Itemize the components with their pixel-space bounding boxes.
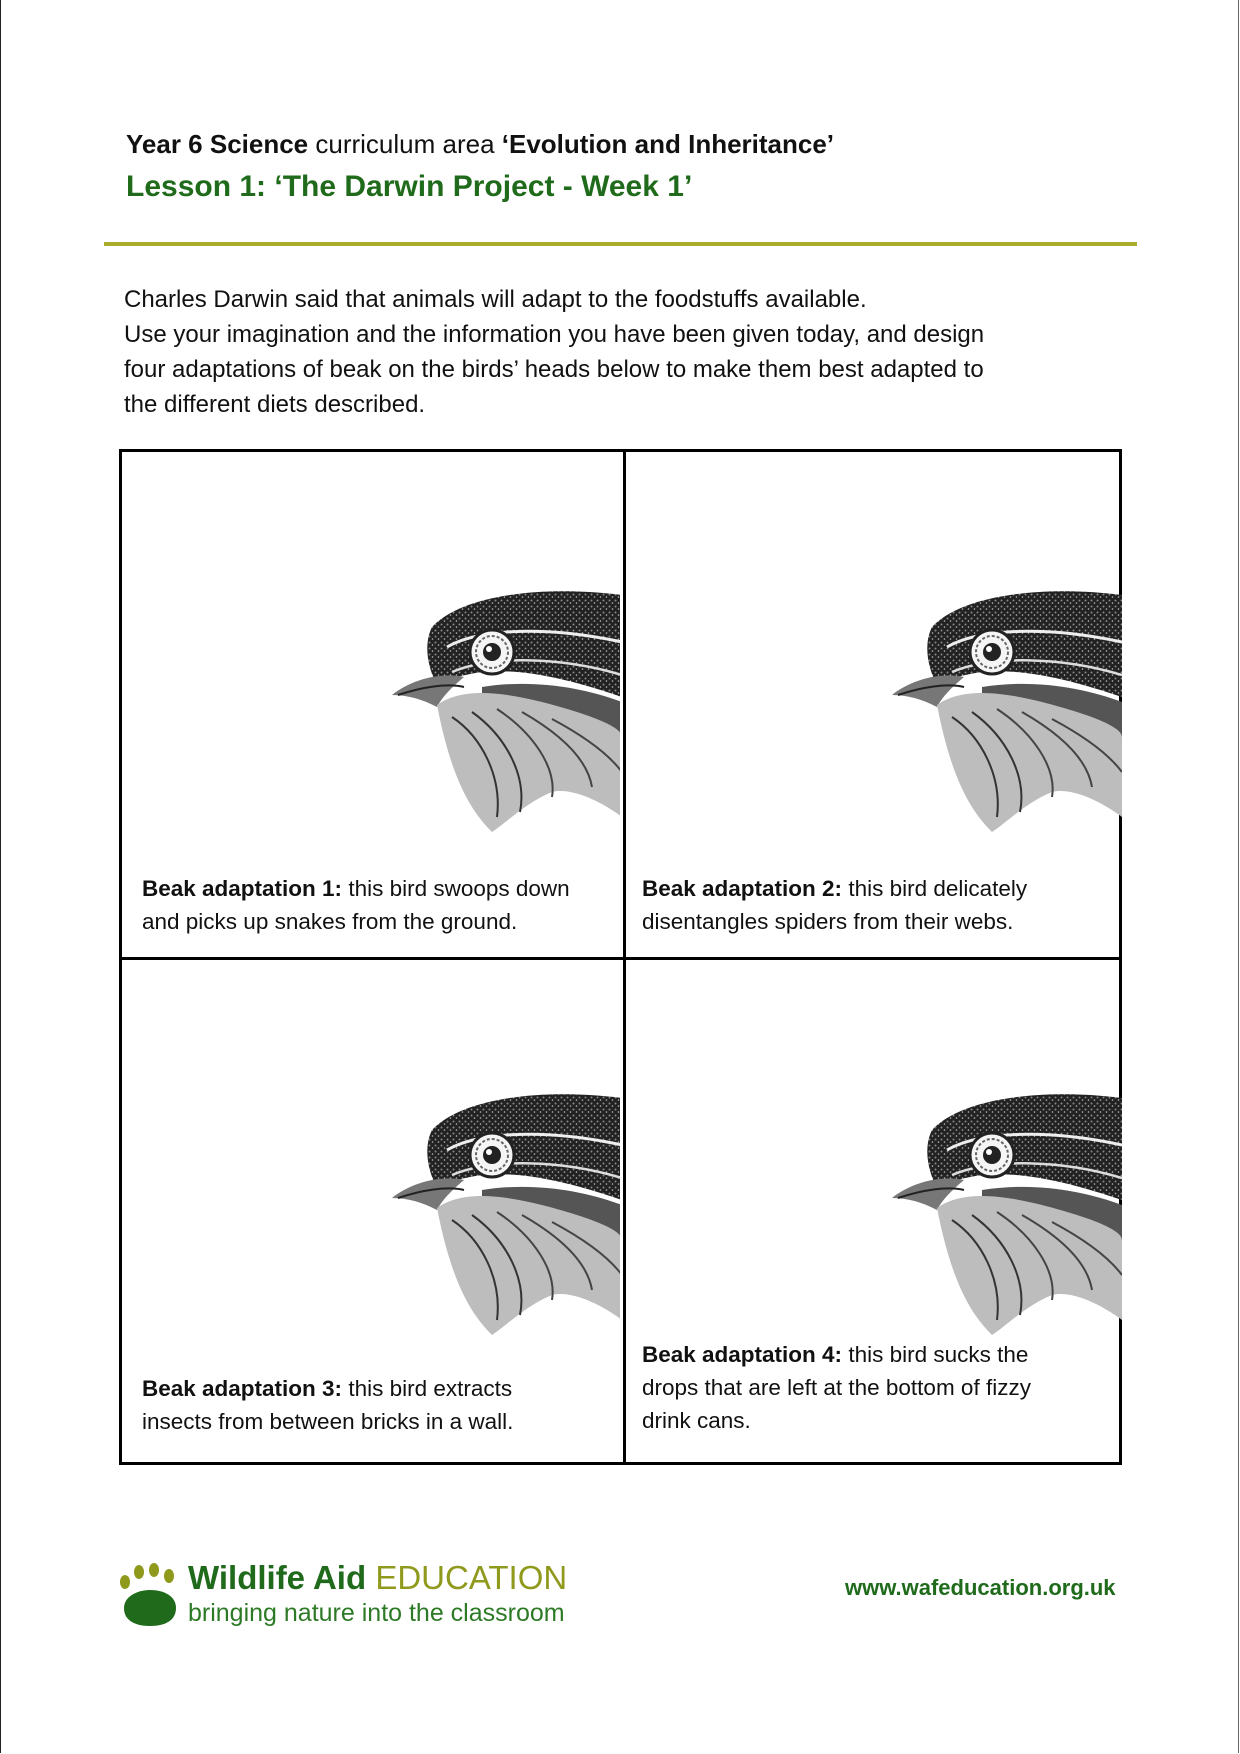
topic-name: ‘Evolution and Inheritance’ (501, 129, 835, 159)
panel-caption (642, 872, 1112, 938)
brand-suffix: EDUCATION (375, 1559, 568, 1596)
panel-adaptation-2[interactable] (626, 452, 1124, 954)
panel-label: Beak adaptation 2: (642, 876, 843, 901)
instruction-line: the different diets described. (124, 391, 426, 418)
instructions (124, 282, 1134, 422)
panel-text: this bird extracts (342, 1376, 513, 1401)
bird-head-illustration (392, 587, 620, 837)
panel-text: disentangles spiders from their webs. (642, 909, 1014, 934)
instruction-line: Charles Darwin said that animals will adapt to the foodstuffs available. (124, 286, 867, 313)
panel-adaptation-1[interactable] (122, 452, 620, 954)
panel-label: Beak adaptation 4: (642, 1342, 843, 1367)
curriculum-area-label: curriculum area (308, 129, 502, 159)
panel-label: Beak adaptation 1: (142, 876, 343, 901)
instruction-line: four adaptations of beak on the birds’ heads below to make them best adapted to (124, 356, 984, 383)
beak-adaptation-grid (119, 449, 1122, 1465)
worksheet-header (126, 124, 1126, 210)
panel-adaptation-3[interactable] (122, 960, 620, 1462)
panel-caption (642, 1338, 1112, 1437)
curriculum-line (126, 124, 1126, 164)
brand-tagline: bringing nature into the classroom (188, 1599, 565, 1627)
panel-text: insects from between bricks in a wall. (142, 1409, 514, 1434)
panel-caption (142, 872, 612, 938)
brand-name-line (188, 1558, 567, 1598)
paw-print-icon (118, 1562, 180, 1630)
panel-text: drops that are left at the bottom of fizzy (642, 1375, 1031, 1400)
instruction-line: Use your imagination and the information you have been given today, and design (124, 321, 985, 348)
website-link[interactable]: www.wafeducation.org.uk (845, 1575, 1116, 1600)
bird-head-illustration (892, 1090, 1122, 1340)
year-subject: Year 6 Science (126, 129, 309, 159)
bird-head-illustration (892, 587, 1122, 837)
header-divider (104, 242, 1137, 246)
panel-text: this bird sucks the (842, 1342, 1029, 1367)
wildlife-aid-logo[interactable] (118, 1559, 568, 1635)
panel-caption (142, 1372, 612, 1438)
brand-name: Wildlife Aid (188, 1559, 367, 1596)
brand-text (188, 1558, 567, 1628)
bird-head-illustration (392, 1090, 620, 1340)
panel-text: this bird swoops down (342, 876, 570, 901)
panel-adaptation-4[interactable] (626, 960, 1124, 1462)
panel-label: Beak adaptation 3: (142, 1376, 343, 1401)
lesson-title: Lesson 1: ‘The Darwin Project - Week 1’ (126, 170, 693, 203)
panel-text: and picks up snakes from the ground. (142, 909, 518, 934)
panel-text: this bird delicately (842, 876, 1028, 901)
panel-text: drink cans. (642, 1408, 751, 1433)
